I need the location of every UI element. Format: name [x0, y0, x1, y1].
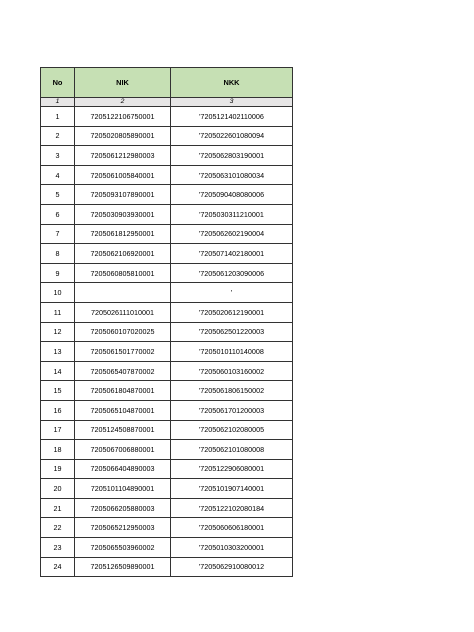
table-row — [41, 342, 293, 362]
row-number-cell[interactable]: 17 — [41, 420, 75, 440]
table-row — [41, 479, 293, 499]
table-row — [41, 244, 293, 264]
column-index-cell[interactable]: 2 — [75, 98, 171, 107]
row-number-cell[interactable]: 5 — [41, 185, 75, 205]
row-number-cell[interactable]: 16 — [41, 400, 75, 420]
header-nik[interactable]: NIK — [75, 68, 171, 98]
nik-cell[interactable]: 7205061804870001 — [75, 381, 171, 401]
row-number-cell[interactable]: 4 — [41, 165, 75, 185]
table-row — [41, 283, 293, 303]
nik-cell[interactable]: 7205065212950003 — [75, 518, 171, 538]
nkk-cell[interactable]: ' — [171, 283, 293, 303]
table-row — [41, 440, 293, 460]
row-number-cell[interactable]: 15 — [41, 381, 75, 401]
row-number-cell[interactable]: 7 — [41, 224, 75, 244]
nkk-cell[interactable]: '7205061701200003 — [171, 400, 293, 420]
nik-cell[interactable]: 7205124508870001 — [75, 420, 171, 440]
table-row — [41, 459, 293, 479]
table-row — [41, 557, 293, 577]
nkk-cell[interactable]: '7205010110140008 — [171, 342, 293, 362]
nkk-cell[interactable]: '7205062101080008 — [171, 440, 293, 460]
row-number-cell[interactable]: 14 — [41, 361, 75, 381]
nik-cell[interactable]: 7205065503960002 — [75, 538, 171, 558]
table-header — [41, 68, 293, 107]
nkk-cell[interactable]: '7205020612190001 — [171, 302, 293, 322]
nkk-cell[interactable]: '7205022601080094 — [171, 126, 293, 146]
nkk-cell[interactable]: '7205122102080184 — [171, 498, 293, 518]
nkk-cell[interactable]: '7205061203090006 — [171, 263, 293, 283]
row-number-cell[interactable]: 6 — [41, 204, 75, 224]
nkk-cell[interactable]: '7205062501220003 — [171, 322, 293, 342]
nik-cell[interactable]: 7205065104870001 — [75, 400, 171, 420]
nkk-cell[interactable]: '7205060103160002 — [171, 361, 293, 381]
nik-cell[interactable]: 7205093107890001 — [75, 185, 171, 205]
nik-cell[interactable]: 7205020805890001 — [75, 126, 171, 146]
nkk-cell[interactable]: '7205010303200001 — [171, 538, 293, 558]
row-number-cell[interactable]: 1 — [41, 107, 75, 127]
header-no[interactable]: No — [41, 68, 75, 98]
column-index-cell[interactable]: 3 — [171, 98, 293, 107]
row-number-cell[interactable]: 19 — [41, 459, 75, 479]
nik-cell[interactable]: 7205062106920001 — [75, 244, 171, 264]
table-row — [41, 185, 293, 205]
column-index-row — [41, 98, 293, 107]
row-number-cell[interactable]: 2 — [41, 126, 75, 146]
table-row — [41, 538, 293, 558]
table-row — [41, 224, 293, 244]
nkk-cell[interactable]: '7205062602190004 — [171, 224, 293, 244]
table-row — [41, 165, 293, 185]
nkk-cell[interactable]: '7205121402110006 — [171, 107, 293, 127]
table-row — [41, 302, 293, 322]
table-row — [41, 126, 293, 146]
nik-cell[interactable] — [75, 283, 171, 303]
table-row — [41, 107, 293, 127]
row-number-cell[interactable]: 3 — [41, 146, 75, 166]
table-row — [41, 420, 293, 440]
row-number-cell[interactable]: 24 — [41, 557, 75, 577]
table-body — [41, 107, 293, 577]
nik-cell[interactable]: 7205067006880001 — [75, 440, 171, 460]
nkk-cell[interactable]: '7205062803190001 — [171, 146, 293, 166]
row-number-cell[interactable]: 18 — [41, 440, 75, 460]
nik-cell[interactable]: 7205061812950001 — [75, 224, 171, 244]
table-row — [41, 322, 293, 342]
row-number-cell[interactable]: 23 — [41, 538, 75, 558]
nik-cell[interactable]: 7205030903930001 — [75, 204, 171, 224]
row-number-cell[interactable]: 22 — [41, 518, 75, 538]
row-number-cell[interactable]: 13 — [41, 342, 75, 362]
nik-cell[interactable]: 7205066404890003 — [75, 459, 171, 479]
row-number-cell[interactable]: 8 — [41, 244, 75, 264]
table-row — [41, 204, 293, 224]
nkk-cell[interactable]: '7205122906080001 — [171, 459, 293, 479]
table-row — [41, 381, 293, 401]
table-row — [41, 263, 293, 283]
nik-cell[interactable]: 7205060107020025 — [75, 322, 171, 342]
row-number-cell[interactable]: 10 — [41, 283, 75, 303]
nik-cell[interactable]: 7205122106750001 — [75, 107, 171, 127]
nkk-cell[interactable]: '7205030311210001 — [171, 204, 293, 224]
header-nkk[interactable]: NKK — [171, 68, 293, 98]
row-number-cell[interactable]: 12 — [41, 322, 75, 342]
nik-cell[interactable]: 7205126509890001 — [75, 557, 171, 577]
table-row — [41, 518, 293, 538]
nik-cell[interactable]: 7205026111010001 — [75, 302, 171, 322]
nik-cell[interactable]: 7205061501770002 — [75, 342, 171, 362]
nkk-cell[interactable]: '7205071402180001 — [171, 244, 293, 264]
nkk-cell[interactable]: '7205063101080034 — [171, 165, 293, 185]
table-row — [41, 361, 293, 381]
nkk-cell[interactable]: '7205061806150002 — [171, 381, 293, 401]
row-number-cell[interactable]: 11 — [41, 302, 75, 322]
row-number-cell[interactable]: 21 — [41, 498, 75, 518]
row-number-cell[interactable]: 20 — [41, 479, 75, 499]
data-table — [40, 67, 293, 577]
nik-cell[interactable]: 7205066205880003 — [75, 498, 171, 518]
header-row — [41, 68, 293, 98]
nkk-cell[interactable]: '7205101907140001 — [171, 479, 293, 499]
nkk-cell[interactable]: '7205090408080006 — [171, 185, 293, 205]
table-row — [41, 146, 293, 166]
nkk-cell[interactable]: '7205062102080005 — [171, 420, 293, 440]
nik-cell[interactable]: 7205061212980003 — [75, 146, 171, 166]
nkk-cell[interactable]: '7205060606180001 — [171, 518, 293, 538]
column-index-cell[interactable]: 1 — [41, 98, 75, 107]
nik-cell[interactable]: 7205060805810001 — [75, 263, 171, 283]
nkk-cell[interactable]: '7205062910080012 — [171, 557, 293, 577]
table-row — [41, 498, 293, 518]
nik-cell[interactable]: 7205065407870002 — [75, 361, 171, 381]
table-row — [41, 400, 293, 420]
nik-cell[interactable]: 7205061005840001 — [75, 165, 171, 185]
nik-cell[interactable]: 7205101104890001 — [75, 479, 171, 499]
row-number-cell[interactable]: 9 — [41, 263, 75, 283]
